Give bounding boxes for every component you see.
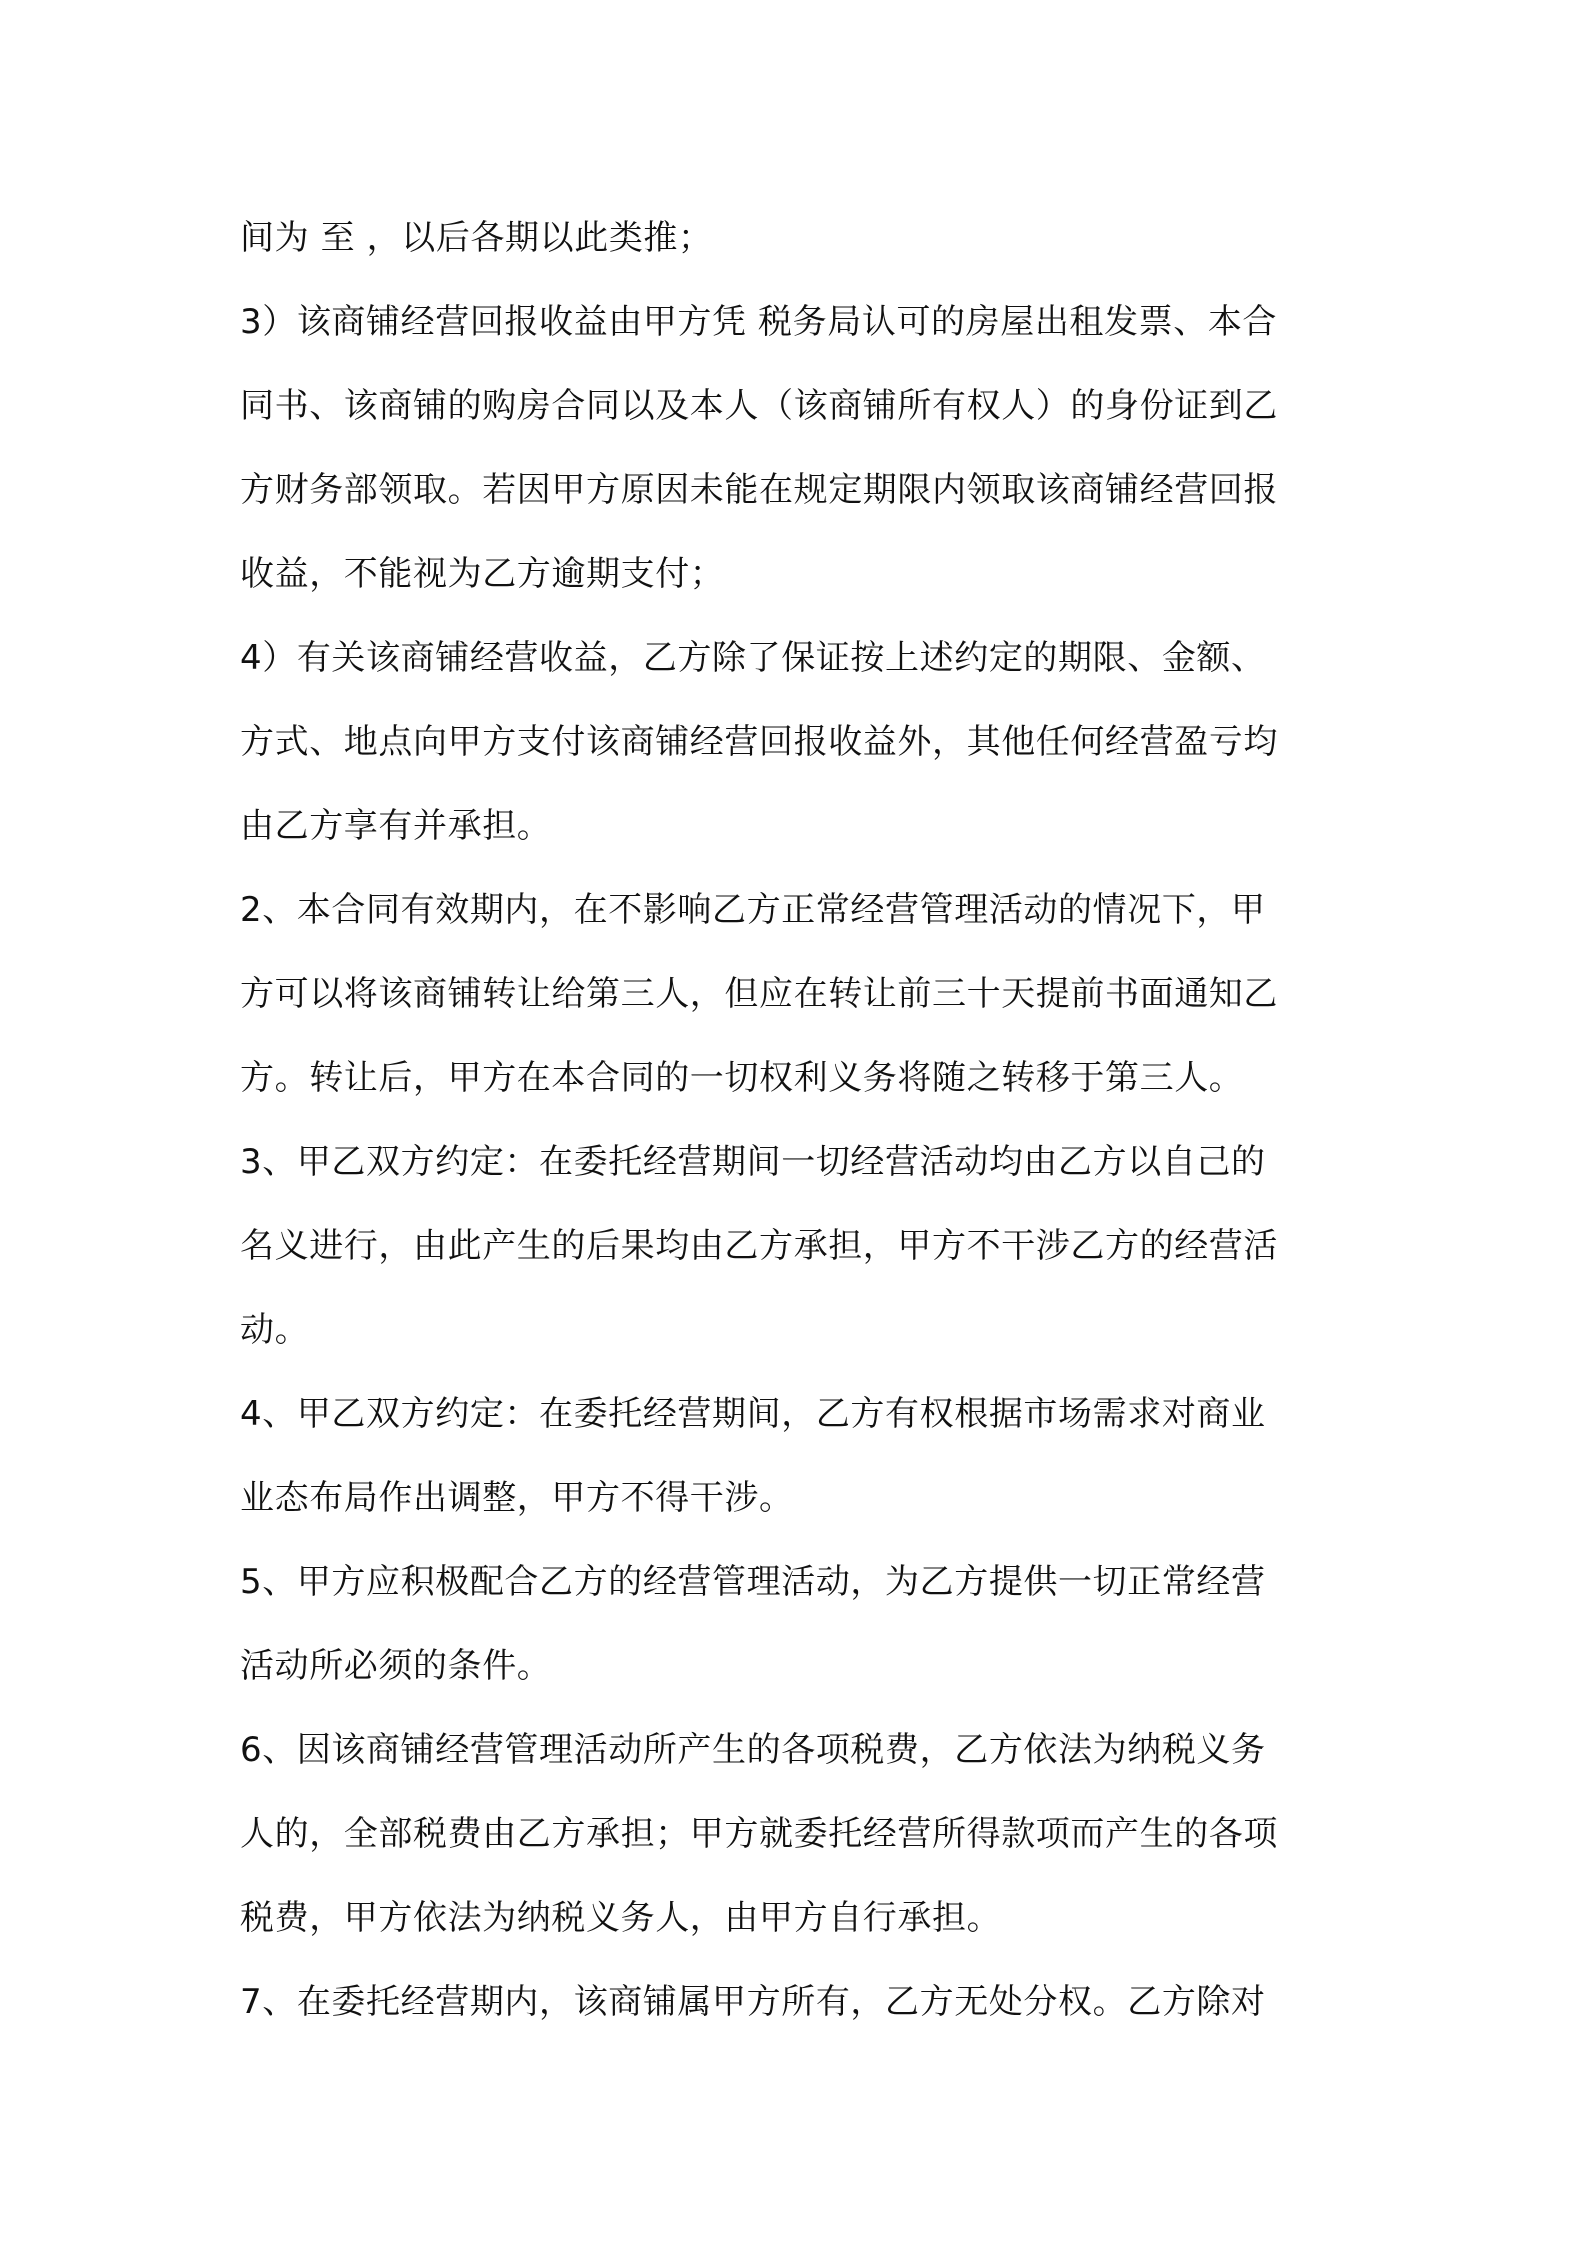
text-line-1: 间为 至 ，以后各期以此类推； xyxy=(240,218,713,258)
text-line-18: 活动所必须的条件。 xyxy=(240,1646,552,1686)
text-line-12: 3、甲乙双方约定：在委托经营期间一切经营活动均由乙方以自己的 xyxy=(240,1142,1266,1182)
text-line-9: 2、本合同有效期内，在不影响乙方正常经营管理活动的情况下，甲 xyxy=(240,890,1266,930)
text-line-4: 方财务部领取。若因甲方原因未能在规定期限内领取该商铺经营回报 xyxy=(240,470,1278,510)
text-line-15: 4、甲乙双方约定：在委托经营期间，乙方有权根据市场需求对商业 xyxy=(240,1394,1266,1434)
text-line-21: 税费，甲方依法为纳税义务人，由甲方自行承担。 xyxy=(240,1898,1002,1938)
text-line-19: 6、因该商铺经营管理活动所产生的各项税费，乙方依法为纳税义务 xyxy=(240,1730,1266,1770)
text-line-2: 3）该商铺经营回报收益由甲方凭 税务局认可的房屋出租发票、本合 xyxy=(240,302,1278,342)
text-line-6: 4）有关该商铺经营收益，乙方除了保证按上述约定的期限、金额、 xyxy=(240,638,1266,678)
document-body xyxy=(240,196,1360,2044)
text-line-16: 业态布局作出调整，甲方不得干涉。 xyxy=(240,1478,794,1518)
text-line-8: 由乙方享有并承担。 xyxy=(240,806,552,846)
text-line-22: 7、在委托经营期内，该商铺属甲方所有，乙方无处分权。乙方除对 xyxy=(240,1982,1266,2022)
text-line-3: 同书、该商铺的购房合同以及本人（该商铺所有权人）的身份证到乙 xyxy=(240,386,1278,426)
text-line-10: 方可以将该商铺转让给第三人，但应在转让前三十天提前书面通知乙 xyxy=(240,974,1278,1014)
text-line-5: 收益，不能视为乙方逾期支付； xyxy=(240,554,725,594)
text-line-17: 5、甲方应积极配合乙方的经营管理活动，为乙方提供一切正常经营 xyxy=(240,1562,1266,1602)
text-line-11: 方。转让后，甲方在本合同的一切权利义务将随之转移于第三人。 xyxy=(240,1058,1244,1098)
text-line-13: 名义进行，由此产生的后果均由乙方承担，甲方不干涉乙方的经营活 xyxy=(240,1226,1278,1266)
text-line-14: 动。 xyxy=(240,1310,310,1350)
text-line-20: 人的，全部税费由乙方承担；甲方就委托经营所得款项而产生的各项 xyxy=(240,1814,1278,1854)
text-line-7: 方式、地点向甲方支付该商铺经营回报收益外，其他任何经营盈亏均 xyxy=(240,722,1278,762)
